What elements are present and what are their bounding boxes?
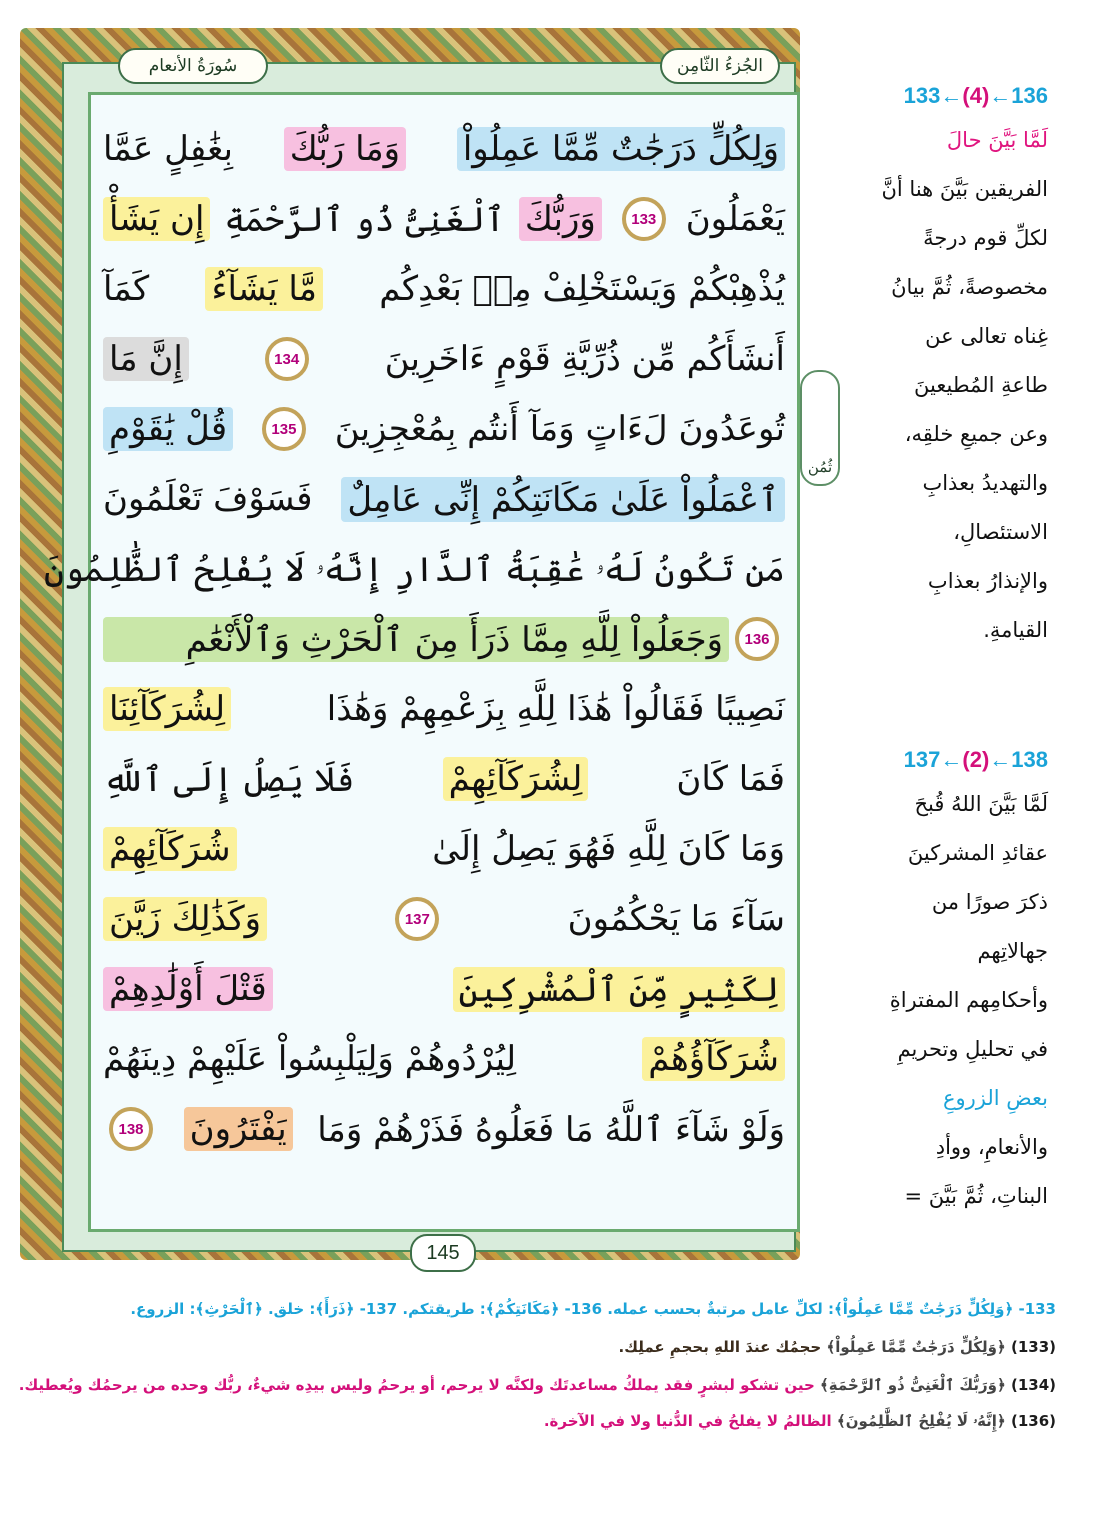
note-number: (133) bbox=[1010, 1338, 1056, 1356]
tafsir-line: مخصوصةً، ثُمَّ بيانُ bbox=[891, 275, 1048, 299]
range-start: 133 bbox=[903, 83, 941, 108]
tafsir-line: طاعةِ المُطيعينَ bbox=[914, 373, 1048, 397]
quran-line-6 bbox=[103, 467, 785, 531]
tafsir-line: لَمَّا بَيَّنَ اللهُ قُبحَ bbox=[914, 792, 1048, 816]
verse-text: ٱلْغَنِىُّ ذُو ٱلرَّحْمَةِ bbox=[224, 199, 505, 240]
note-133 bbox=[619, 1338, 1056, 1356]
range-count: (4) bbox=[962, 83, 990, 108]
quran-line-15 bbox=[103, 1097, 785, 1161]
tafsir-line: بعضِ الزروعِ bbox=[942, 1086, 1048, 1110]
verse-text: وَلَوْ شَآءَ ٱللَّهُ مَا فَعَلُوهُ فَذَرْهُمْ وَمَا bbox=[317, 1109, 785, 1150]
verse-text: وَمَا رَبُّكَ bbox=[284, 127, 406, 171]
verse-text: لِيُرْدُوهُمْ وَلِيَلْبِسُواْ عَلَيْهِمْ دِينَهُمْ bbox=[103, 1039, 517, 1079]
verse-text: قُلْ يَٰقَوْمِ bbox=[103, 407, 233, 451]
verse-text: وَرَبُّكَ bbox=[519, 197, 602, 241]
verse-range-heading bbox=[852, 740, 1048, 780]
verse-text: وَلِكُلٍّ دَرَجَٰتٌ مِّمَّا عَمِلُواْ bbox=[457, 127, 785, 171]
arrow-left-icon: ← bbox=[940, 747, 963, 772]
verse-text: شُرَكَآئِهِمْ bbox=[103, 827, 237, 871]
arrow-left-icon: ← bbox=[989, 747, 1012, 772]
quran-text-panel bbox=[44, 92, 800, 1232]
verse-text: يُذْهِبْكُمْ وَيَسْتَخْلِفْ مِنۢ بَعْدِكُم bbox=[379, 269, 785, 309]
juz-header: الجُزءُ الثّامِن bbox=[660, 48, 780, 84]
verse-text: إِنَّ مَا bbox=[103, 337, 189, 381]
range-end: 136 bbox=[1011, 83, 1048, 108]
verse-text: لِشُرَكَآئِهِمْ bbox=[443, 757, 589, 801]
arrow-left-icon: ← bbox=[989, 83, 1012, 108]
verse-range-heading bbox=[852, 76, 1048, 116]
surah-header: سُورَةُ الأنعام bbox=[118, 48, 268, 84]
quran-line-9 bbox=[103, 677, 785, 741]
verse-text: يَفْتَرُونَ bbox=[184, 1107, 293, 1151]
range-start: 137 bbox=[903, 747, 941, 772]
range-end: 138 bbox=[1011, 747, 1048, 772]
tafsir-line: والإنذارُ بعذابِ bbox=[927, 569, 1048, 593]
note-quote: ﴿إِنَّهُۥ لَا يُفْلِحُ ٱلظَّٰلِمُونَ﴾ bbox=[836, 1412, 1006, 1430]
ayah-number-136: 136 bbox=[735, 617, 779, 661]
tafsir-block-2 bbox=[852, 740, 1048, 1221]
tafsir-line: غِناه تعالى عن bbox=[925, 324, 1048, 348]
verse-text: وَكَذَٰلِكَ زَيَّنَ bbox=[103, 897, 267, 941]
verse-text: نَصِيبًا فَقَالُواْ هَٰذَا لِلَّهِ بِزَعْمِهِمْ وَهَٰذَا bbox=[326, 689, 785, 729]
tafsir-line: والتهديدُ بعذابِ bbox=[922, 471, 1048, 495]
quran-line-12 bbox=[103, 887, 785, 951]
quran-line-2 bbox=[103, 187, 785, 251]
verse-text: لِكَثِيرٍ مِّنَ ٱلْمُشْرِكِينَ bbox=[453, 967, 785, 1012]
quran-line-3 bbox=[103, 257, 785, 321]
thumun-marker: ثُمُن bbox=[800, 370, 840, 486]
tafsir-line: القيامةِ. bbox=[983, 618, 1048, 642]
quran-line-14 bbox=[103, 1027, 785, 1091]
verse-text: فَمَا كَانَ bbox=[676, 759, 785, 799]
verse-text: فَلَا يَصِلُ إِلَى ٱللَّهِ bbox=[103, 759, 355, 800]
verse-text: سَآءَ مَا يَحْكُمُونَ bbox=[567, 899, 785, 939]
page-number: 145 bbox=[410, 1234, 476, 1272]
tafsir-line: والأنعامِ، ووأدِ bbox=[935, 1135, 1048, 1159]
quran-line-7 bbox=[44, 537, 785, 601]
note-text: حجمُك عندَ اللهِ بحجمِ عملِك. bbox=[618, 1338, 822, 1356]
quran-line-10 bbox=[103, 747, 785, 811]
tafsir-line: جهالاتِهم bbox=[977, 939, 1048, 963]
ayah-number-133: 133 bbox=[622, 197, 666, 241]
tafsir-line: لَمَّا بَيَّنَ حالَ bbox=[946, 128, 1048, 152]
tafsir-line: وعن جميعِ خلقِه، bbox=[904, 422, 1048, 446]
note-136 bbox=[544, 1412, 1056, 1430]
range-count: (2) bbox=[962, 747, 990, 772]
tafsir-line: وأحكامِهم المفتراةِ bbox=[889, 988, 1048, 1012]
note-quote: ﴿وَرَبُّكَ ٱلْغَنِىُّ ذُو ٱلرَّحْمَةِ﴾ bbox=[820, 1376, 1006, 1394]
verse-text: شُرَكَآؤُهُمْ bbox=[642, 1037, 785, 1081]
ayah-number-134: 134 bbox=[265, 337, 309, 381]
tafsir-line: البناتِ، ثُمَّ بَيَّنَ = bbox=[904, 1184, 1048, 1208]
verse-text: وَجَعَلُواْ لِلَّهِ مِمَّا ذَرَأَ مِنَ ٱلْحَرْثِ وَٱلْأَنْعَٰمِ bbox=[103, 617, 729, 662]
note-number: (136) bbox=[1010, 1412, 1056, 1430]
verse-text: بِغَٰفِلٍ عَمَّا bbox=[103, 129, 233, 169]
quran-line-4 bbox=[103, 327, 785, 391]
ayah-number-138: 138 bbox=[109, 1107, 153, 1151]
quran-line-11 bbox=[103, 817, 785, 881]
quran-line-1 bbox=[103, 117, 785, 181]
verse-text: قَتْلَ أَوْلَٰدِهِمْ bbox=[103, 967, 273, 1011]
verse-text: أَنشَأَكُم مِّن ذُرِّيَّةِ قَوْمٍ ءَاخَرِينَ bbox=[384, 339, 785, 379]
note-text: الظالمُ لا يفلحُ في الدُّنيا ولا في الآخرة. bbox=[543, 1412, 832, 1430]
verse-text: يَعْمَلُونَ bbox=[685, 199, 785, 239]
verse-text: وَمَا كَانَ لِلَّهِ فَهُوَ يَصِلُ إِلَىٰ bbox=[432, 829, 785, 869]
tafsir-line: ذكرَ صورًا من bbox=[931, 890, 1048, 914]
vocabulary-note: 133- ﴿وَلِكُلٍّ دَرَجَٰتٌ مِّمَّا عَمِلُواْ﴾: لكلِّ عامل مرتبةٌ بحسب عمله. 136- ﴿مَكَانَتِكُمْ﴾: طريقتكم. 137- ﴿ذَرَأَ﴾: خلق. ﴿ٱلْحَرْثِ﴾: الزروع. bbox=[130, 1300, 1056, 1318]
verse-text: مَن تَكُونُ لَهُۥ عَٰقِبَةُ ٱلدَّارِ إِنَّهُۥ لَا يُفْلِحُ ٱلظَّٰلِمُونَ bbox=[44, 549, 785, 590]
ayah-number-135: 135 bbox=[262, 407, 306, 451]
verse-text: فَسَوْفَ تَعْلَمُونَ bbox=[103, 479, 313, 519]
tafsir-line: في تحليلِ وتحريمِ bbox=[897, 1037, 1048, 1061]
note-134 bbox=[19, 1376, 1056, 1394]
note-text: حين تشكو لبشرٍ فقد يملكُ مساعدتَك ولكنَّه لا يرحم، أو يرحمُ وليس بيدِه شيءٌ، ربُّك وحده من يرحمُك ويُعطيك. bbox=[18, 1376, 815, 1394]
note-number: (134) bbox=[1010, 1376, 1056, 1394]
ayah-number-137: 137 bbox=[395, 897, 439, 941]
verse-text: كَمَآ bbox=[103, 269, 150, 309]
verse-text: لِشُرَكَآئِنَا bbox=[103, 687, 231, 731]
quran-line-8 bbox=[103, 607, 785, 671]
verse-text: ٱعْمَلُواْ عَلَىٰ مَكَانَتِكُمْ إِنِّى عَامِلٌ bbox=[341, 477, 785, 522]
note-quote: ﴿وَلِكُلٍّ دَرَجَٰتٌ مِّمَّا عَمِلُواْ﴾ bbox=[826, 1338, 1006, 1356]
tafsir-line: الاستئصالِ، bbox=[953, 520, 1048, 544]
quran-line-5 bbox=[103, 397, 785, 461]
arrow-left-icon: ← bbox=[940, 83, 963, 108]
quran-line-13 bbox=[103, 957, 785, 1021]
verse-text: تُوعَدُونَ لَءَاتٍ وَمَآ أَنتُم بِمُعْجِزِينَ bbox=[334, 409, 785, 449]
tafsir-line: لكلِّ قوم درجةً bbox=[923, 226, 1048, 250]
tafsir-block-1 bbox=[852, 76, 1048, 655]
tafsir-line: الفريقين بَيَّنَ هنا أنَّ bbox=[881, 177, 1048, 201]
tafsir-line: عقائدِ المشركينَ bbox=[907, 841, 1048, 865]
verse-text: إِن يَشَأْ bbox=[103, 197, 210, 241]
verse-text: مَّا يَشَآءُ bbox=[205, 267, 323, 311]
